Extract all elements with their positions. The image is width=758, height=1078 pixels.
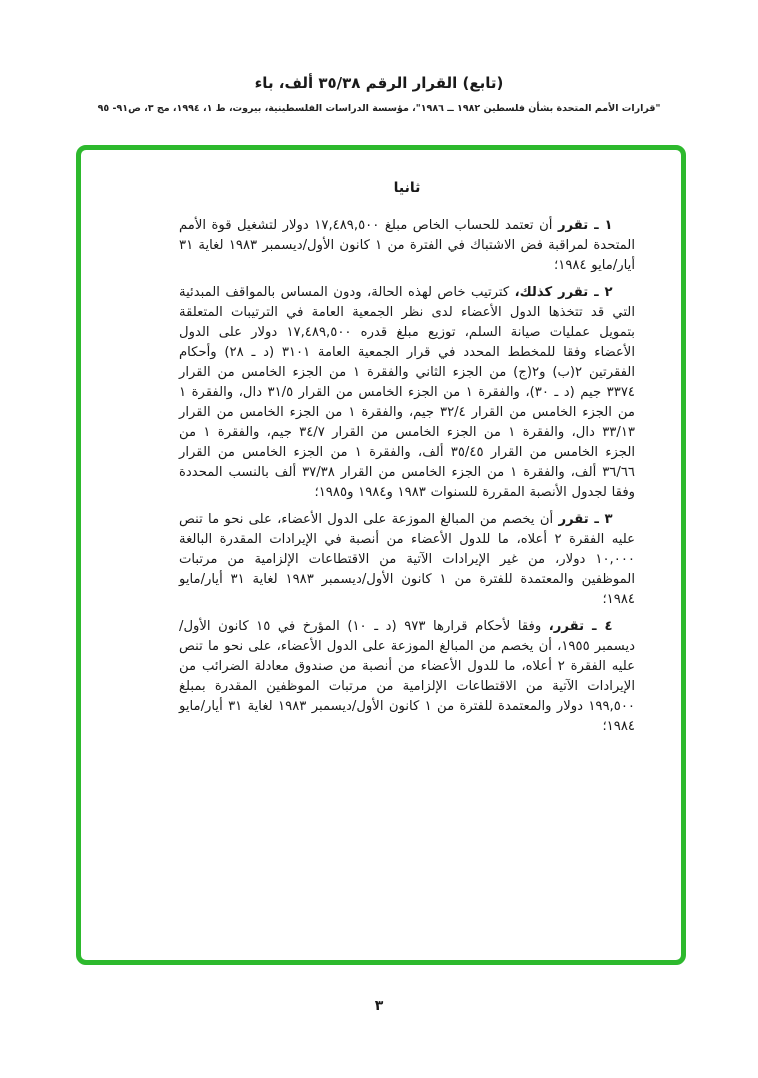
page-number: ٣ [374,998,384,1014]
page-header [0,74,758,114]
paragraph-2 [179,283,635,503]
paragraph-1-text: أن تعتمد للحساب الخاص مبلغ ١٧,٤٨٩,٥٠٠ دولار لتشغيل قوة الأمم المتحدة لمراقبة فض الاشتباك في الفترة من ١ كانون الأول/ديسمبر ١٩٨٣ لغاية ٣١ أيار/مايو ١٩٨٤؛ [179,218,635,273]
paragraph-2-text: كترتيب خاص لهذه الحالة، ودون المساس بالمواقف المبدئية التي قد تتخذها الدول الأعضاء لدى نظر الجمعية العامة في الترتيبات المتعلقة بتمويل عمليات صيانة السلم، توزيع مبلغ قدره ١٧,٤٨٩,٥٠٠ دولار على الدول الأعضاء وفقا للمخطط المحدد في قرار الجمعية العامة ٣١٠١ (د ـ ٢٨) وأحكام الفقرتين ٢(ب) و٢(ج) من الجزء الثاني والفقرة ١ من الجزء الخامس من القرار ٣٣٧٤ جيم (د ـ ٣٠)، والفقرة ١ من الجزء الخامس من القرار ٣١/٥ دال، والفقرة ١ من الجزء الخامس من القرار ٣٢/٤ جيم، والفقرة ١ من الجزء الخامس من القرار ٣٣/١٣ دال، والفقرة ١ من الجزء الخامس من القرار ٣٤/٧ جيم، والفقرة ١ من الجزء الخامس من القرار ٣٥/٤٥ ألف، والفقرة ١ من الجزء الخامس من القرار ٣٦/٦٦ ألف، والفقرة ١ من الجزء الخامس من القرار ٣٧/٣٨ ألف بالنسب المحددة وفقا لجدول الأنصبة المقررة للسنوات ١٩٨٣ و١٩٨٤ و١٩٨٥؛ [179,285,636,500]
resolution-title: (تابع) القرار الرقم ٣٥/٣٨ ألف، باء [254,74,504,92]
paragraph-1 [179,216,635,276]
paragraph-3 [179,510,635,610]
paragraph-2-lead: ٢ ـ تقرر كذلك، [514,285,613,300]
paragraph-1-lead: ١ ـ تقرر [557,218,613,233]
paragraph-4-lead: ٤ ـ تقرر، [548,619,613,634]
source-citation: "قرارات الأمم المتحدة بشأن فلسطين ١٩٨٢ ــ ١٩٨٦"، مؤسسة الدراسات الفلسطينية، بيروت، ط ١، ١٩٩٤، مج ٣، ص٩١- ٩٥ [97,103,661,114]
paragraph-4-text: وفقا لأحكام قرارها ٩٧٣ (د ـ ١٠) المؤرخ في ١٥ كانون الأول/ديسمبر ١٩٥٥، أن يخصم من المبالغ الموزعة على الدول الأعضاء، على نحو ما تنص عليه الفقرة ٢ أعلاه، ما للدول الأعضاء من أنصبة من صندوق معادلة الضرائب من الإيرادات الآتية من الاقتطاعات الإلزامية من مرتبات الموظفين المقدرة بمبلغ ١٩٩,٥٠٠ دولار والمعتمدة للفترة من ١ كانون الأول/ديسمبر ١٩٨٣ لغاية ٣١ أيار/مايو ١٩٨٤؛ [179,619,636,734]
paragraph-4 [179,617,635,737]
highlight-box [76,145,686,965]
section-title: ثانيا [393,180,421,196]
paragraph-3-lead: ٣ ـ تقرر [558,512,613,527]
paragraph-3-text: أن يخصم من المبالغ الموزعة على الدول الأعضاء، على نحو ما تنص عليه الفقرة ٢ أعلاه، ما للدول الأعضاء من أنصبة في الإيرادات المقدرة البالغة ١٠,٠٠٠ دولار، من غير الإيرادات الآتية من الاقتطاعات الإلزامية من مرتبات الموظفين والمعتمدة للفترة من ١ كانون الأول/ديسمبر ١٩٨٣ لغاية ٣١ أيار/مايو ١٩٨٤؛ [179,512,635,607]
